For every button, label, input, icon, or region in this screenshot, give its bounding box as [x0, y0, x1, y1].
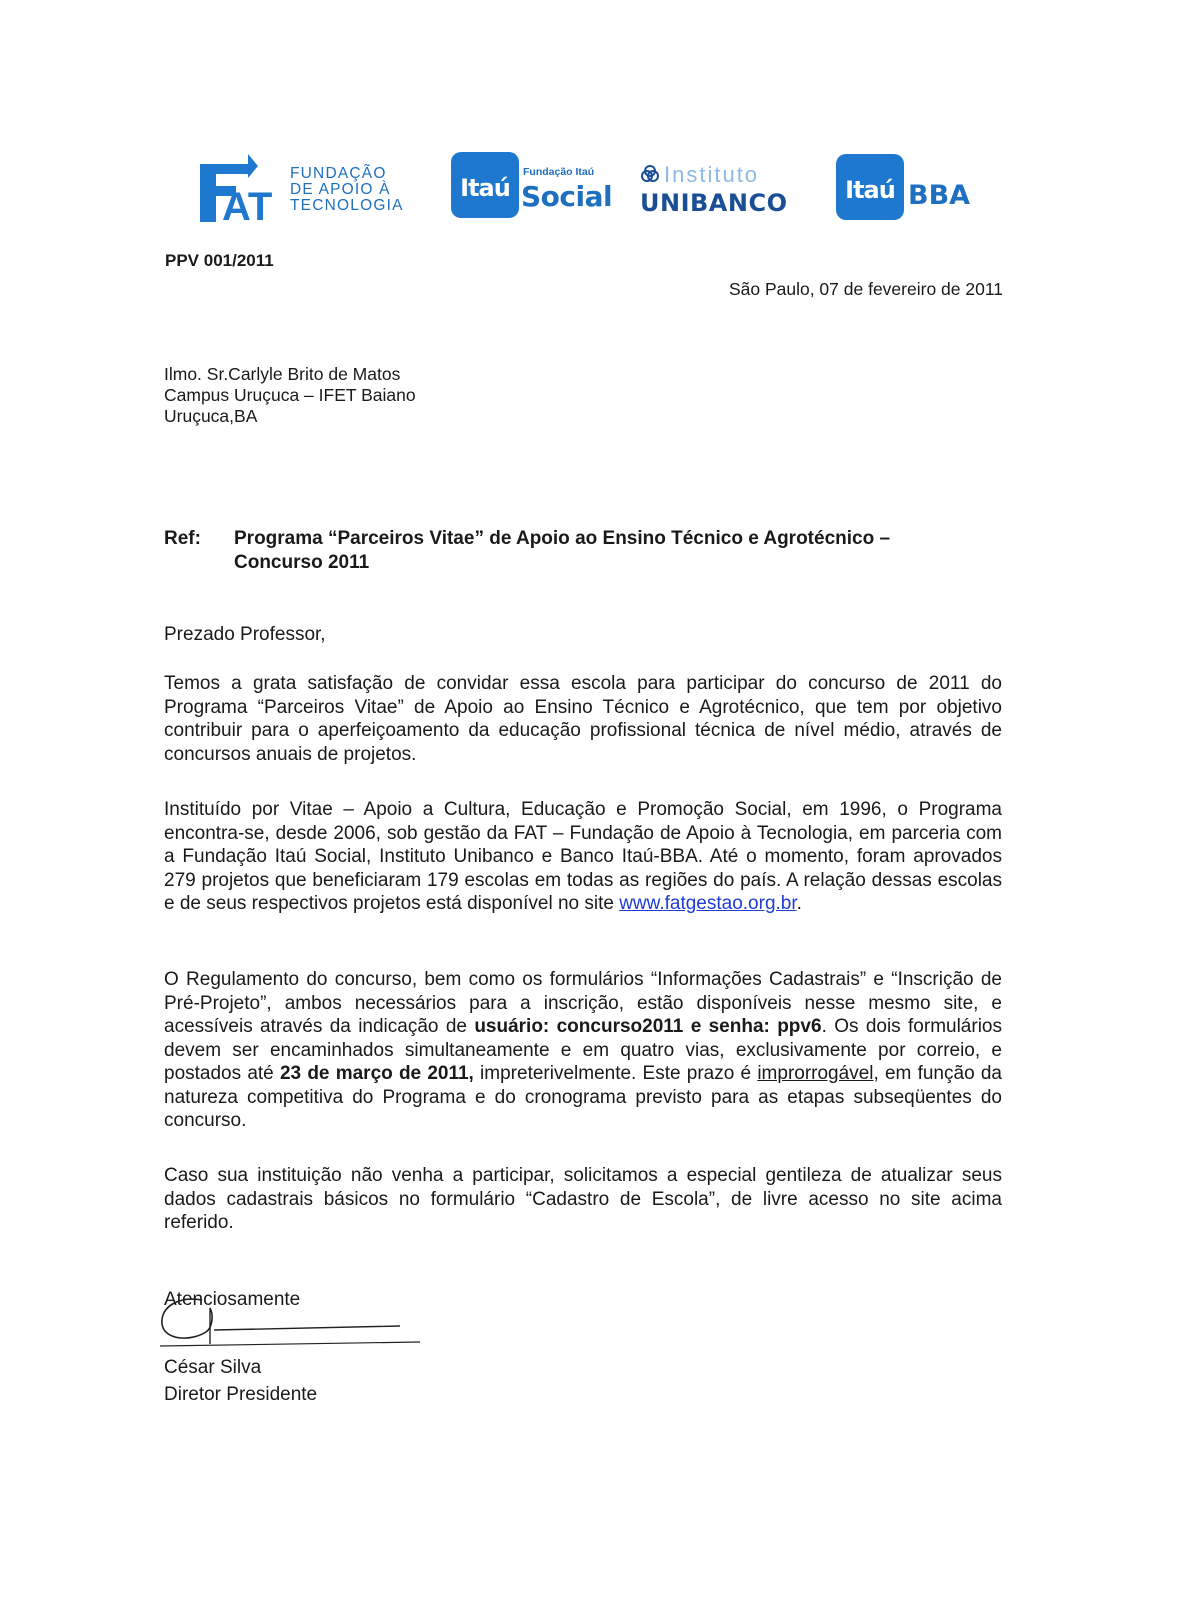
fat-line2: DE APOIO À [290, 181, 391, 198]
paragraph-2: Instituído por Vitae – Apoio a Cultura, Educação e Promoção Social, em 1996, o Programa encontra-se, desde 2006, sob gestão da FAT – Fundação de Apoio à Tecnologia, em parceria com a Fundação Itaú Social, Instituto Unibanco e Banco Itaú-BBA. Até o momento, foram aprovados 279 projetos que beneficiaram 179 escolas em todas as regiões do país. A relação dessas escolas e de seus respectivos projetos está disponível no site www.fatgestao.org.br. [164, 799, 1002, 914]
paragraph-3: O Regulamento do concurso, bem como os formulários “Informações Cadastrais” e “Inscrição de Pré-Projeto”, ambos necessários para a inscrição, estão disponíveis nesse mesmo site, e acessíveis através da indicação de usuário: concurso2011 e senha: ppv6. Os dois formulários devem ser encaminhados simultaneamente e em quatro vias, exclusivamente por correio, e postados até 23 de março de 2011, impreterivelmente. Este prazo é improrrogável, em função da natureza competitiva do Programa e do cronograma previsto para as etapas subseqüentes do concurso. [164, 969, 1002, 1131]
reference-code: PPV 001/2011 [165, 251, 274, 270]
subject-line1: Programa “Parceiros Vitae” de Apoio ao Ensino Técnico e Agrotécnico – [234, 528, 891, 549]
fat-logo-text [290, 166, 404, 214]
itau-social-logo [451, 150, 621, 222]
subject-text [234, 527, 890, 575]
paragraph-4: Caso sua instituição não venha a participar, solicitamos a especial gentileza de atualizar seus dados cadastrais básicos no formulário “Cadastro de Escola”, de livre acesso no site acima referido. [164, 1165, 1002, 1233]
fundacao-itau-label: Fundação Itaú [523, 166, 595, 178]
unibanco-icon [640, 164, 660, 184]
signer-name: César Silva [164, 1357, 262, 1378]
fat-line1: FUNDAÇÃO [290, 165, 387, 182]
itau-box: Itaú [451, 152, 519, 218]
closing: Atenciosamente [164, 1289, 301, 1310]
salutation: Prezado Professor, [164, 624, 326, 645]
logo-row [192, 150, 992, 230]
date-line: São Paulo, 07 de fevereiro de 2011 [728, 279, 1003, 299]
social-label: Social [521, 180, 613, 213]
paragraph-1: Temos a grata satisfação de convidar essa escola para participar do concurso de 2011 do Programa “Parceiros Vitae” de Apoio ao Ensino Técnico e Agrotécnico, que tem por objetivo contribuir para o aperfeiçoamento da educação profissional técnica de nível médio, através de concursos anuais de projetos. [164, 673, 1002, 765]
recipient-name: Ilmo. Sr.Carlyle Brito de Matos [164, 364, 401, 384]
itau-box: Itaú [836, 154, 904, 220]
fat-logo [196, 154, 426, 226]
improrrogavel-underlined: improrrogável [757, 1063, 874, 1084]
svg-text:AT: AT [222, 185, 273, 226]
fatgestao-link[interactable]: www.fatgestao.org.br [619, 893, 797, 914]
recipient-city: Uruçuca,BA [164, 406, 258, 426]
subject-line2: Concurso 2011 [234, 552, 370, 573]
recipient-campus: Campus Uruçuca – IFET Baiano [164, 385, 416, 405]
deadline: 23 de março de 2011, [279, 1063, 474, 1084]
subject-label: Ref: [164, 528, 201, 549]
unibanco-label: UNIBANCO [640, 189, 788, 217]
unibanco-logo [640, 162, 810, 222]
credentials: usuário: concurso2011 e senha: ppv6 [474, 1016, 822, 1037]
instituto-label: Instituto [664, 162, 760, 187]
recipient-address [164, 364, 416, 427]
bba-label: BBA [908, 180, 971, 211]
fat-mark-icon [196, 154, 288, 226]
fat-line3: TECNOLOGIA [290, 197, 404, 214]
signer-title: Diretor Presidente [164, 1384, 318, 1405]
itau-bba-logo [836, 154, 986, 226]
